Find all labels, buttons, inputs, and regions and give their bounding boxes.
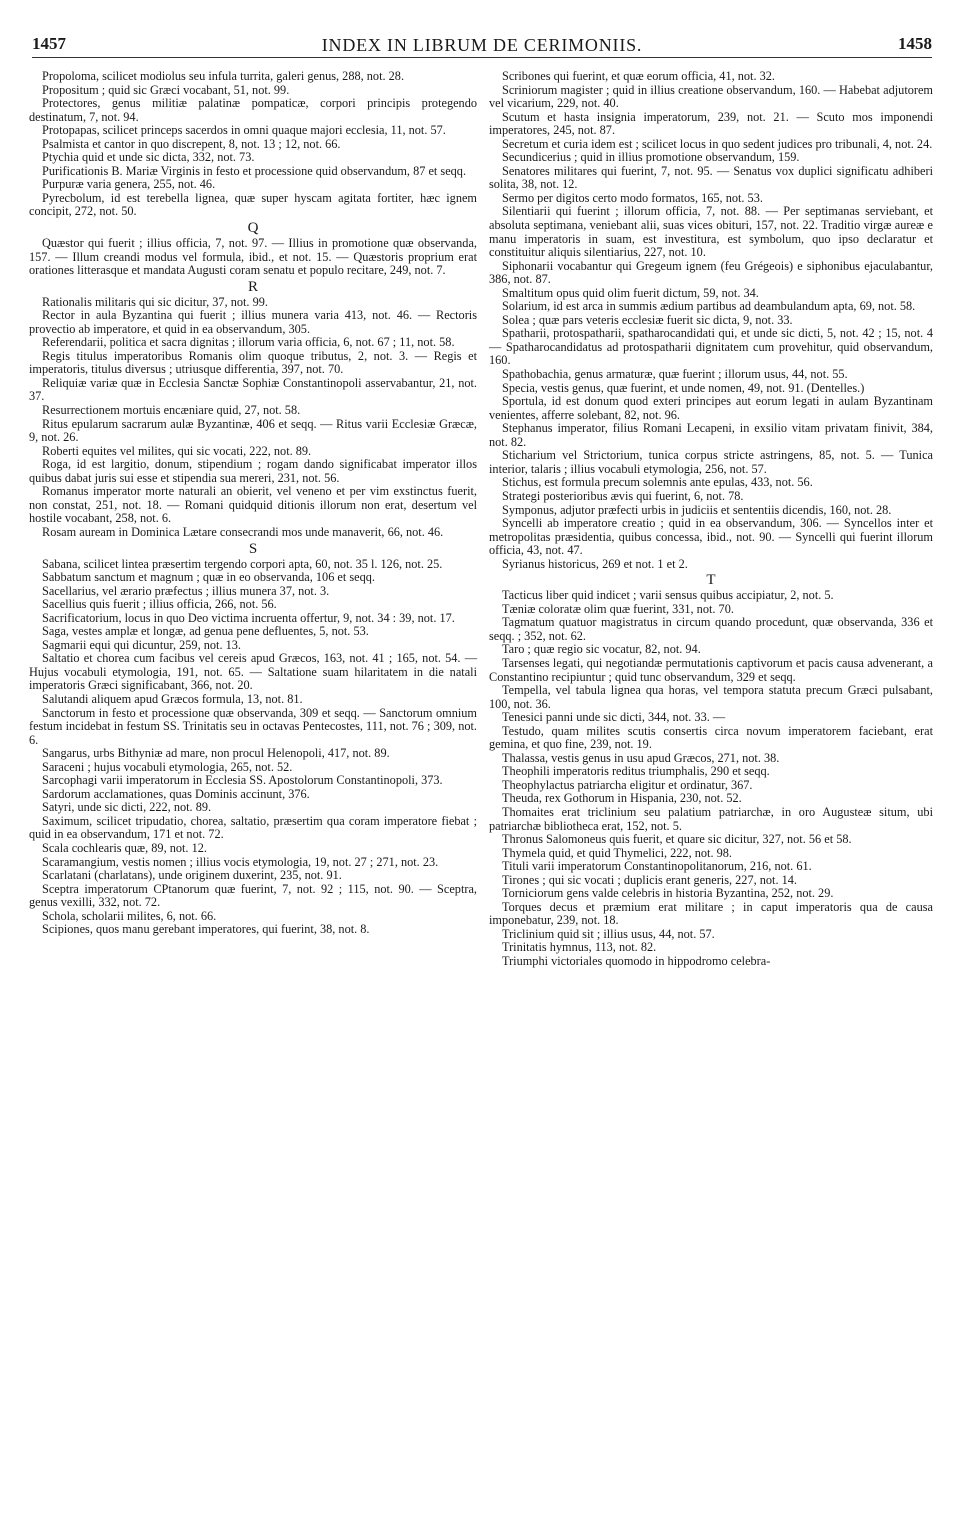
left-column <box>29 70 477 937</box>
index-entry: Rector in aula Byzantina qui fuerit ; illius munera varia 413, not. 46. — Rectoris provectio ab imperatore, et quid in ea observandum, 305. <box>29 308 477 336</box>
index-entry: Sticharium vel Strictorium, tunica corpus stricte astringens, 85, not. 5. — Tunica interior, talaris ; illius vocabuli etymologia, 256, not. 57. <box>489 448 933 476</box>
index-entry: Sarcophagi varii imperatorum in Ecclesia SS. Apostolorum Constantinopoli, 373. <box>42 773 443 788</box>
index-entry: Sermo per digitos certo modo formatos, 165, not. 53. <box>502 190 763 205</box>
index-entry: Senatores militares qui fuerint, 7, not. 95. — Senatus vox duplici significatu adhiberi solita, 38, not. 12. <box>489 163 933 192</box>
index-entry: Secundicerius ; quid in illius promotione observandum, 159. <box>502 150 800 165</box>
index-entry: Propoloma, scilicet modiolus seu infula turrita, galeri genus, 288, not. 28. <box>42 69 405 83</box>
index-entry: Scutum et hasta insignia imperatorum, 239, not. 21. — Scuto mos imponendi imperatores, 245, not. 87. <box>489 109 933 138</box>
index-entry: Saraceni ; hujus vocabuli etymologia, 265, not. 52. <box>42 759 293 774</box>
section-letter: S <box>248 540 258 557</box>
index-entry: Siphonarii vocabantur qui Gregeum ignem (feu Grégeois) e siphonibus ejaculabantur, 386, not. 87. <box>489 258 933 287</box>
page-number-right: 1458 <box>898 34 932 53</box>
index-entry: Pyrecbolum, id est terebella lignea, quæ super hyscam agitata fortiter, hæc ignem concipit, 272, not. 50. <box>29 190 477 219</box>
index-entry: Purificationis B. Mariæ Virginis in festo et processione quid observandum, 87 et seqq. <box>42 163 467 178</box>
index-entry: Scaramangium, vestis nomen ; illius vocis etymologia, 19, not. 27 ; 271, not. 23. <box>42 854 439 869</box>
index-entry: Sportula, id est donum quod exteri principes aut eorum legati in aulam Byzantinam venientes, afferre solebant, 82, not. 96. <box>489 394 933 422</box>
index-entry: Sangarus, urbs Bithyniæ ad mare, non procul Helenopoli, 417, not. 89. <box>42 746 390 761</box>
index-entry: Propositum ; quid sic Græci vocabant, 51, not. 99. <box>42 82 290 97</box>
section-letter: T <box>706 572 716 589</box>
index-entry: Ritus epularum sacrarum aulæ Byzantinæ, 406 et seqq. — Ritus varii Ecclesiæ Græcæ, 9, not. 26. <box>29 416 477 445</box>
index-entry: Testudo, quam milites scutis consertis circa novum imperatorem faciebant, erat gemina, et quo fine, 239, not. 19. <box>489 723 933 752</box>
index-entry: Trinitatis hymnus, 113, not. 82. <box>502 940 657 955</box>
index-entry: Tenesici panni unde sic dicti, 344, not. 33. — <box>502 710 726 725</box>
index-entry: Secretum et curia idem est ; scilicet locus in quo sedent judices pro tribunali, 4, not. 24. <box>502 136 933 151</box>
index-entry: Taro ; quæ regio sic vocatur, 82, not. 94. <box>502 642 701 657</box>
index-entry: Tarsenses legati, qui negotiandæ permutationis captivorum et pacis causa advenerant, a Constantino recipiuntur ; quid tunc observandum, 329 et seqq. <box>489 655 933 684</box>
index-entry: Theophylactus patriarcha eligitur et ordinatur, 367. <box>502 777 753 792</box>
index-entry: Roberti equites vel milites, qui sic vocati, 222, not. 89. <box>42 443 312 458</box>
index-entry: Torniciorum gens valde celebris in historia Byzantina, 252, not. 29. <box>502 886 834 901</box>
index-entry: Roga, id est largitio, donum, stipendium ; rogam dando significabat imperator illos quibus dabat juris sui esse et stipendia sua mereri, 231, not. 56. <box>29 457 477 485</box>
index-entry: Silentiarii qui fuerint ; illorum officia, 7, not. 88. — Per septimanas serviebant, et absoluta septimana, veniebant alii, suas vices obituri, 157, not. 22. Traditio virgæ aureæ e manu imperatoris in suam, est investitura, est symbolum, quo ipso declaratur et constituitur aliquis silentiarius, 227, not. 10. <box>489 204 933 260</box>
index-entry: Tacticus liber quid indicet ; varii sensus quibus accipiatur, 2, not. 5. <box>502 588 834 603</box>
index-entry: Sacellius quis fuerit ; illius officia, 266, not. 56. <box>42 597 277 612</box>
index-entry: Spatharii, protospatharii, spatharocandidati qui, et unde sic dicti, 5, not. 42 ; 15, not. 4 — Spatharocandidatus ad protospatharii dignitatem cum provehitur, quid observandum, 160. <box>489 326 933 368</box>
index-entry: Saga, vestes amplæ et longæ, ad genua pene defluentes, 5, not. 53. <box>42 624 369 639</box>
index-entry: Scribones qui fuerint, et quæ eorum officia, 41, not. 32. <box>502 69 775 83</box>
index-entry: Ptychia quid et unde sic dicta, 332, not. 73. <box>42 150 255 165</box>
index-entry: Symponus, adjutor præfecti urbis in judiciis et sententiis dicendis, 160, not. 28. <box>502 502 892 517</box>
index-entry: Tirones ; qui sic vocati ; duplicis erant generis, 227, not. 14. <box>502 872 797 887</box>
index-entry: Referendarii, politica et sacra dignitas ; illorum varia officia, 6, not. 67 ; 11, not. 58. <box>42 335 455 350</box>
index-entry: Reliquiæ variæ quæ in Ecclesia Sanctæ Sophiæ Constantinopoli asservabantur, 21, not. 37. <box>29 375 477 404</box>
index-entry: Sceptra imperatorum CPtanorum quæ fuerint, 7, not. 92 ; 115, not. 90. — Sceptra, genus vexilli, 332, not. 72. <box>29 881 477 910</box>
index-entry: Scipiones, quos manu gerebant imperatores, qui fuerint, 38, not. 8. <box>42 922 370 937</box>
page-number-left: 1457 <box>32 34 66 53</box>
index-entry: Saltatio et chorea cum facibus vel cereis apud Græcos, 163, not. 41 ; 165, not. 54. — Hujus vocabuli etymologia, 191, not. 65. — Saltatione suam hilaritatem in die natali imperatoris Græci significabant, 366, not. 20. <box>29 651 477 693</box>
index-entry: Tagmatum quatuor magistratus in circum quando procedunt, quæ observanda, 336 et seqq. ; 352, not. 62. <box>489 615 933 643</box>
index-entry: Stephanus imperator, filius Romani Lecapeni, in exsilio vitam privatam finivit, 384, not. 82. <box>489 421 933 449</box>
index-entry: Protopapas, scilicet princeps sacerdos in omni quaque majori ecclesia, 11, not. 57. <box>42 123 446 138</box>
index-entry: Salutandi aliquem apud Græcos formula, 13, not. 81. <box>42 691 303 706</box>
index-entry: Rationalis militaris qui sic dicitur, 37, not. 99. <box>42 294 268 309</box>
page-title: INDEX IN LIBRUM DE CERIMONIIS. <box>321 35 643 55</box>
index-entry: Thalassa, vestis genus in usu apud Græcos, 271, not. 38. <box>502 750 780 765</box>
index-entry: Triumphi victoriales quomodo in hippodromo celebra- <box>502 954 771 968</box>
index-entry: Scarlatani (charlatans), unde originem duxerint, 235, not. 91. <box>42 868 342 883</box>
index-entry: Resurrectionem mortuis encæniare quid, 27, not. 58. <box>42 403 301 418</box>
index-entry: Scala cochlearis quæ, 89, not. 12. <box>42 840 207 855</box>
index-entry: Scriniorum magister ; quid in illius creatione observandum, 160. — Habebat adjutorem vel vicarium, 229, not. 40. <box>489 82 933 111</box>
index-entry: Purpuræ varia genera, 255, not. 46. <box>42 177 216 192</box>
index-entry: Theophili imperatoris reditus triumphalis, 290 et seqq. <box>502 764 770 779</box>
index-entry: Schola, scholarii milites, 6, not. 66. <box>42 908 217 923</box>
index-entry: Solarium, id est arca in summis ædium partibus ad deambulandum apta, 69, not. 58. <box>502 299 916 314</box>
index-entry: Saximum, scilicet tripudatio, chorea, saltatio, præsertim qua coram imperatore fiebat ; quid in ea observandum, 171 et not. 72. <box>29 813 477 842</box>
index-entry: Protectores, genus militiæ palatinæ pompaticæ, corpori principis protegendo destinatum, 7, not. 94. <box>29 96 477 124</box>
section-letter: Q <box>247 220 259 237</box>
header-rule <box>32 57 932 58</box>
index-entry: Stichus, est formula precum solemnis ante epulas, 433, not. 56. <box>502 475 813 490</box>
index-entry: Sardorum acclamationes, quas Dominis accinunt, 376. <box>42 786 310 801</box>
index-entry: Thomaites erat triclinium seu palatium patriarchæ, in oro Augusteæ situm, ubi patriarchæ bibliotheca erat, 152, not. 5. <box>489 804 933 833</box>
index-entry: Rosam auream in Dominica Lætare consecrandi mos unde manaverit, 66, not. 46. <box>42 524 444 539</box>
index-entry: Solea ; quæ pars veteris ecclesiæ fuerit sic dicta, 9, not. 33. <box>502 312 793 327</box>
index-entry: Specia, vestis genus, quæ fuerint, et unde nomen, 49, not. 91. (Dentelles.) <box>502 380 865 395</box>
section-letter: R <box>247 278 258 295</box>
index-entry: Psalmista et cantor in quo discrepent, 8, not. 13 ; 12, not. 66. <box>42 136 341 151</box>
index-entry: Spathobachia, genus armaturæ, quæ fuerint ; illorum usus, 44, not. 55. <box>502 367 848 382</box>
page-header <box>32 34 932 62</box>
index-entry: Romanus imperator morte naturali an obierit, vel veneno et per vim exstinctus fuerit, non constat, 251, not. 18. — Romani quidquid ditionis illorum non erat, desertum vel hostile vocabant, 258, not. 6. <box>29 484 477 526</box>
index-entry: Tæniæ coloratæ olim quæ fuerint, 331, not. 70. <box>502 601 734 616</box>
index-entry: Thymela quid, et quid Thymelici, 222, not. 98. <box>502 845 732 860</box>
index-entry: Sabbatum sanctum et magnum ; quæ in eo observanda, 106 et seqq. <box>42 570 375 585</box>
index-entry: Tituli varii imperatorum Constantinopolitanorum, 216, not. 61. <box>502 859 812 874</box>
index-entry: Sacellarius, vel ærario præfectus ; illius munera 37, not. 3. <box>42 583 330 598</box>
right-column <box>489 70 933 969</box>
index-entry: Tempella, vel tabula lignea qua horas, vel tempora statuta precum Græci pulsabant, 100, not. 36. <box>489 683 933 711</box>
index-entry: Satyri, unde sic dicti, 222, not. 89. <box>42 800 212 815</box>
index-entry: Strategi posterioribus ævis qui fuerint, 6, not. 78. <box>502 488 744 503</box>
index-entry: Regis titulus imperatoribus Romanis olim quoque tributus, 2, not. 3. — Regis et imperatoris, titulus diversus ; utriusque differentia, 397, not. 70. <box>29 348 477 377</box>
index-entry: Theuda, rex Gothorum in Hispania, 230, not. 52. <box>502 791 742 806</box>
index-entry: Triclinium quid sit ; illius usus, 44, not. 57. <box>502 926 715 941</box>
index-entry: Quæstor qui fuerit ; illius officia, 7, not. 97. — Illius in promotione quæ observanda, 157. — Illum creandi modus vel formula, ibid., et not. 15. — Quæstoris proprium erat orationes litterasque et mandata Augusti coram senatu et populo recitare, 249, not. 7. <box>29 236 477 278</box>
index-entry: Smaltitum opus quid olim fuerit dictum, 59, not. 34. <box>502 285 759 300</box>
index-entry: Torques decus et præmium erat militare ; in caput imperatoris qua de causa imponebatur, 239, not. 18. <box>489 899 933 928</box>
index-entry: Sanctorum in festo et processione quæ observanda, 309 et seqq. — Sanctorum omnium festum incidebat in festum SS. Trinitatis seu in octavas Pentecostes, 111, not. 76 ; 309, not. 6. <box>29 705 477 747</box>
index-entry: Sacrificatorium, locus in quo Deo victima incruenta offertur, 9, not. 34 : 39, not. 17. <box>42 610 455 625</box>
index-entry: Sabana, scilicet lintea præsertim tergendo corpori apta, 60, not. 35 l. 126, not. 25. <box>42 556 443 571</box>
index-entry: Sagmarii equi qui dicuntur, 259, not. 13. <box>42 637 241 652</box>
index-entry: Syrianus historicus, 269 et not. 1 et 2. <box>502 556 688 571</box>
index-entry: Thronus Salomoneus quis fuerit, et quare sic dicitur, 327, not. 56 et 58. <box>502 832 852 847</box>
index-entry: Syncelli ab imperatore creatio ; quid in ea observandum, 306. — Syncellos inter et metropolitas præsidentia, quibus concessa, ibid., not. 90. — Syncelli qui fuerint illorum officia, 43, not. 47. <box>489 516 933 558</box>
